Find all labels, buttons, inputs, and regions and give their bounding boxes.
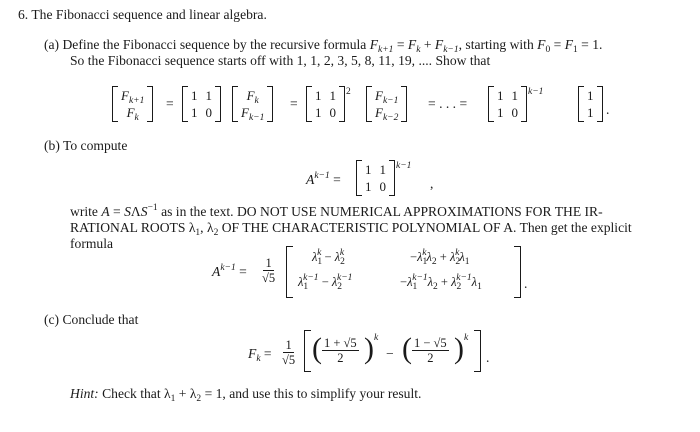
golden-ratio-fraction: $\frac{1 + √5}{2}$ [324, 336, 357, 365]
right-paren-1: ) [364, 332, 374, 365]
left-bracket [286, 246, 293, 298]
part-b-line1: write $A = S\Lambda S^{-1}$ as in the text. DO NOT USE NUMERICAL APPROXIMATIONS FOR THE IR- [70, 203, 603, 219]
period: . [606, 102, 610, 117]
problem-heading: 6. The Fibonacci sequence and linear algebra. [18, 7, 267, 22]
vector-fk1-fk2: $F_{k-1}$ $F_{k-2}$ [366, 86, 407, 122]
left-paren-1: ( [312, 332, 322, 365]
power-k-1: k [374, 333, 379, 343]
part-b-line3: formula [70, 236, 114, 251]
a-power-lhs: $A^{k-1}$ = [306, 171, 341, 187]
minus-sign: − [386, 346, 394, 361]
part-b-label: (b) To compute [44, 138, 128, 153]
part-a-line1: (a) Define the Fibonacci sequence by the recursive formula $F_{k+1} = F_k + F_{k-1}$, starting with $F_0 = F_1 = 1$. [44, 37, 603, 55]
equals-sign: = [166, 96, 174, 111]
cell-22: $-\lambda_1^{k-1}\lambda_2 + \lambda_2^{k-1}\lambda_1$ [400, 273, 482, 292]
right-bracket-c [474, 330, 481, 372]
period: . [524, 276, 528, 291]
matrix-a-power: 1 1 1 0 k−1 [488, 86, 543, 122]
left-bracket-c [304, 330, 311, 372]
cell-12: $-\lambda_1^k\lambda_2 + \lambda_2^k\lambda_1$ [410, 248, 470, 267]
right-paren-2: ) [454, 332, 464, 365]
power-k-2: k [464, 333, 469, 343]
vector-ones: 1 1 [578, 86, 603, 122]
a-power-lhs-2: $A^{k-1}$ = [212, 263, 247, 279]
part-b-line2: RATIONAL ROOTS $\lambda_1$, $\lambda_2$ OF THE CHARACTERISTIC POLYNOMIAL OF A. Then get the explicit [70, 220, 632, 238]
matrix-a: 1 1 1 0 [182, 86, 221, 122]
one-over-sqrt5-c: $\frac{1}{√5}$ [282, 338, 296, 367]
matrix-a-power-b: 1 1 1 0 k−1 [356, 160, 411, 196]
vector-fk-fk1: $F_k$ $F_{k-1}$ [232, 86, 273, 122]
matrix-a-squared: 1 1 1 0 2 [306, 86, 351, 122]
conjugate-fraction: $\frac{1 - √5}{2}$ [414, 336, 447, 365]
part-a-line2: So the Fibonacci sequence starts off with 1, 1, 2, 3, 5, 8, 11, 19, .... Show that [70, 53, 491, 68]
cell-21: $\lambda_1^{k-1} - \lambda_2^{k-1}$ [298, 273, 353, 292]
vector-fk1-fk: $F_{k+1}$ $F_k$ [112, 86, 153, 122]
period: . [486, 350, 490, 365]
cell-11: $\lambda_1^k - \lambda_2^k$ [312, 248, 345, 267]
part-c-label: (c) Conclude that [44, 312, 139, 327]
comma: , [430, 176, 434, 191]
right-bracket [514, 246, 521, 298]
ellipsis-equals: = . . . = [428, 96, 468, 111]
equals-sign: = [290, 96, 298, 111]
fk-lhs: $F_k$ = [248, 346, 272, 364]
left-paren-2: ( [402, 332, 412, 365]
one-over-sqrt5: $\frac{1}{√5}$ [262, 256, 276, 285]
hint: Hint: Check that $\lambda_1 + \lambda_2 = 1$, and use this to simplify your result. [70, 386, 422, 404]
